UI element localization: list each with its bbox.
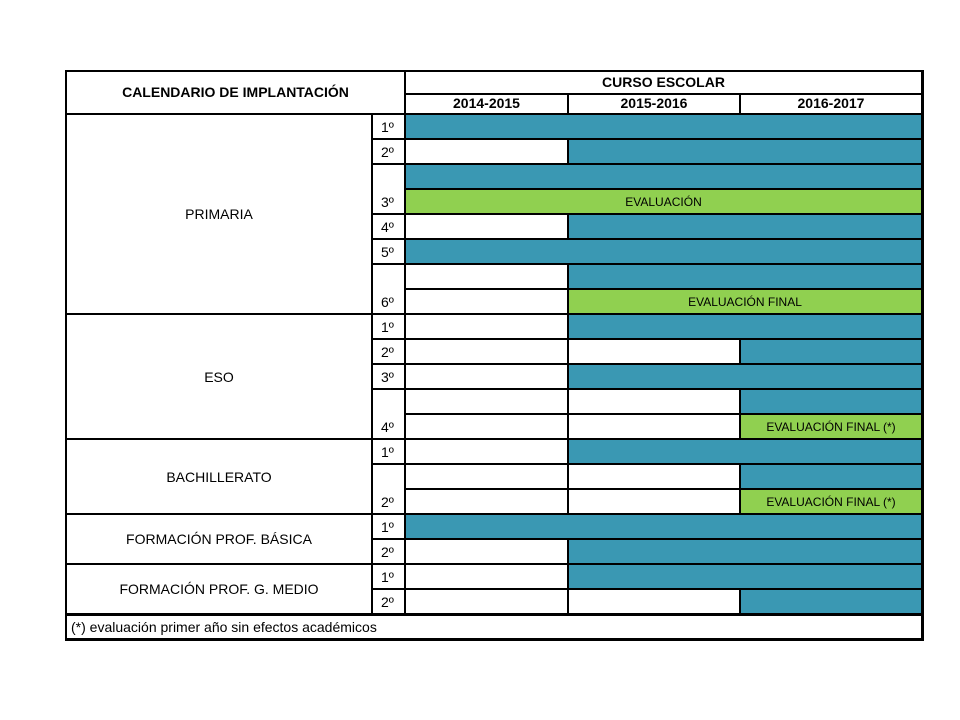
year-cell [568, 464, 740, 489]
course-label: 4º [381, 219, 394, 235]
year-header-1: 2015-2016 [620, 95, 688, 111]
group-name: FORMACIÓN PROF. BÁSICA [126, 531, 312, 547]
implanted-band [568, 214, 922, 239]
course-label: 4º [381, 419, 394, 435]
implanted-band [568, 564, 922, 589]
year-cell [405, 339, 568, 364]
implanted-band [568, 264, 922, 289]
year-header-2: 2016-2017 [797, 95, 865, 111]
year-cell [405, 314, 568, 339]
group-name: ESO [204, 368, 234, 385]
year-cell [405, 139, 568, 164]
course-label: 3º [381, 369, 394, 385]
year-cell [568, 339, 740, 364]
year-cell [568, 389, 740, 414]
course-label: 1º [381, 319, 394, 335]
year-cell [405, 589, 568, 614]
year-cell [405, 289, 568, 314]
footnote: (*) evaluación primer año sin efectos académicos [71, 619, 377, 635]
implanted-band [405, 239, 922, 264]
year-cell [405, 364, 568, 389]
implanted-band [405, 514, 922, 539]
year-cell [405, 214, 568, 239]
year-cell [405, 439, 568, 464]
course-label: 1º [381, 444, 394, 460]
course-label: 2º [381, 544, 394, 560]
year-cell [568, 489, 740, 514]
implanted-band [740, 339, 922, 364]
evaluation-label: EVALUACIÓN FINAL (*) [766, 419, 896, 434]
year-cell [405, 264, 568, 289]
year-cell [405, 464, 568, 489]
year-cell [405, 489, 568, 514]
group-name: PRIMARIA [185, 206, 253, 222]
course-label: 2º [381, 594, 394, 610]
year-cell [405, 539, 568, 564]
course-label: 2º [381, 494, 394, 510]
curso-header: CURSO ESCOLAR [602, 74, 725, 90]
implanted-band [405, 114, 922, 139]
evaluation-label: EVALUACIÓN FINAL (*) [766, 494, 896, 509]
year-cell [568, 589, 740, 614]
implanted-band [740, 389, 922, 414]
course-label: 2º [381, 344, 394, 360]
table-title: CALENDARIO DE IMPLANTACIÓN [122, 84, 349, 100]
implanted-band [568, 439, 922, 464]
year-cell [405, 389, 568, 414]
implanted-band [568, 364, 922, 389]
year-cell [568, 414, 740, 439]
group-name: FORMACIÓN PROF. G. MEDIO [119, 581, 319, 597]
year-cell [405, 414, 568, 439]
course-label: 1º [381, 569, 394, 585]
implanted-band [568, 314, 922, 339]
evaluation-label: EVALUACIÓN FINAL [688, 294, 802, 309]
course-label: 6º [381, 294, 394, 310]
implanted-band [568, 139, 922, 164]
group-name: BACHILLERATO [166, 468, 272, 485]
implanted-band [568, 539, 922, 564]
implanted-band [405, 164, 922, 189]
implanted-band [740, 464, 922, 489]
year-cell [405, 564, 568, 589]
course-label: 2º [381, 144, 394, 160]
course-label: 3º [381, 194, 394, 210]
evaluation-label: EVALUACIÓN [625, 194, 702, 209]
implanted-band [740, 589, 922, 614]
course-label: 1º [381, 119, 394, 135]
course-label: 1º [381, 519, 394, 535]
year-header-0: 2014-2015 [453, 95, 520, 111]
course-label: 5º [381, 244, 394, 260]
